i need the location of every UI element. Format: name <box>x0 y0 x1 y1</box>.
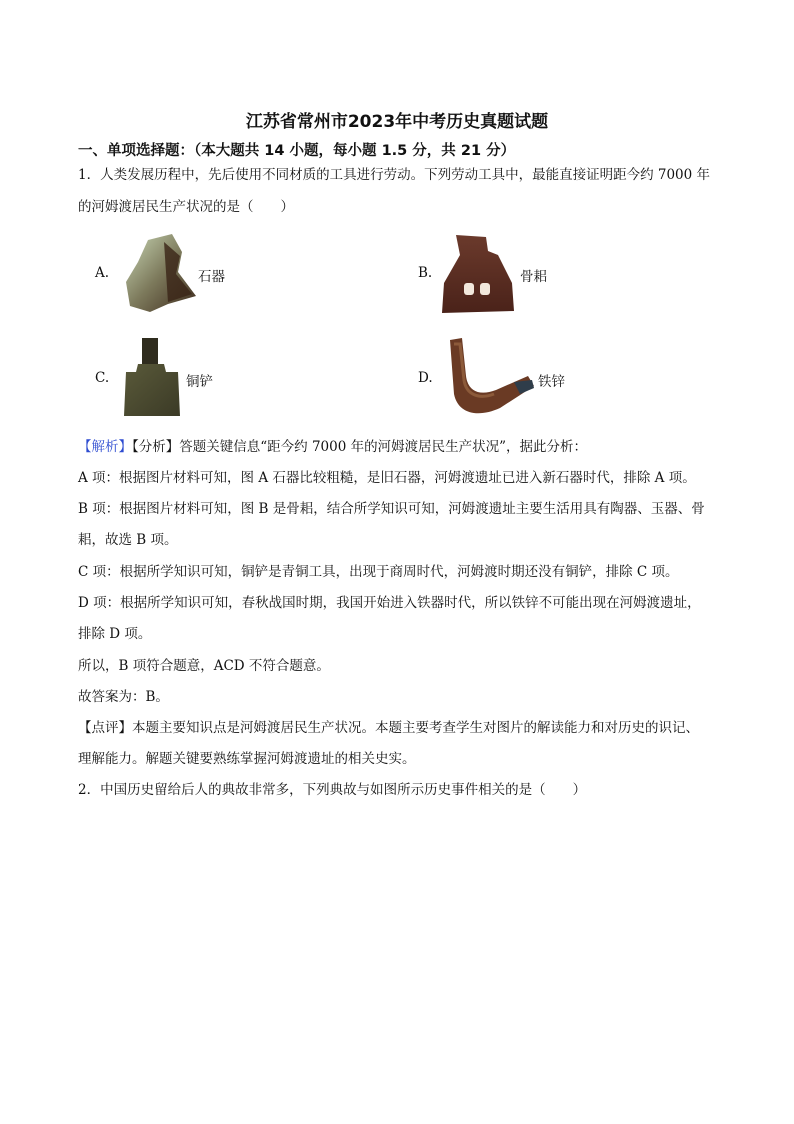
option-b-letter: B. <box>418 265 433 281</box>
question-1-line-2: 的河姆渡居民生产状况的是（ ） <box>78 199 294 215</box>
iron-tool-image <box>444 336 536 418</box>
option-b-caption: 骨耜 <box>520 269 547 285</box>
analysis-c: C 项：根据所学知识可知，铜铲是青铜工具，出现于商周时代，河姆渡时期还没有铜铲，排除 C 项。 <box>78 564 679 580</box>
bone-spade-image <box>438 233 518 315</box>
analysis-tag: 【解析】 <box>78 439 132 455</box>
analysis-d-1: D 项：根据所学知识可知，春秋战国时期，我国开始进入铁器时代，所以铁锌不可能出现在河姆渡遗址， <box>78 595 701 611</box>
section-heading: 一、单项选择题：（本大题共 14 小题，每小题 1.5 分，共 21 分） <box>78 143 516 159</box>
review-line-1: 【点评】本题主要知识点是河姆渡居民生产状况。本题主要考查学生对图片的解读能力和对历史的识记、 <box>78 720 699 736</box>
question-1-line-1: 1．人类发展历程中，先后使用不同材质的工具进行劳动。下列劳动工具中，最能直接证明距今约 7000 年 <box>78 167 711 183</box>
analysis-b-2: 耜，故选 B 项。 <box>78 532 178 548</box>
page-title: 江苏省常州市2023年中考历史真题试题 <box>245 112 549 132</box>
analysis-intro-line <box>78 437 723 457</box>
analysis-a: A 项：根据图片材料可知，图 A 石器比较粗糙，是旧石器，河姆渡遗址已进入新石器时代，排除 A 项。 <box>78 470 696 486</box>
review-line-2: 理解能力。解题关键要熟练掌握河姆渡遗址的相关史实。 <box>78 751 416 767</box>
stone-tool-image <box>120 232 198 314</box>
question-2-line-1: 2．中国历史留给后人的典故非常多，下列典故与如图所示历史事件相关的是（ ） <box>78 782 587 798</box>
analysis-conclusion: 所以，B 项符合题意，ACD 不符合题意。 <box>78 658 330 674</box>
analysis-b-1: B 项：根据图片材料可知，图 B 是骨耜，结合所学知识可知，河姆渡遗址主要生活用具有陶器、玉器、骨 <box>78 501 705 517</box>
option-a-letter: A. <box>95 265 110 281</box>
option-c-caption: 铜铲 <box>186 374 213 390</box>
fenxi-tag: 【分析】 <box>132 439 180 455</box>
option-d-caption: 铁锌 <box>538 374 565 390</box>
analysis-intro: 答题关键信息“距今约 7000 年的河姆渡居民生产状况”，据此分析： <box>179 439 587 455</box>
option-d-letter: D. <box>418 370 433 386</box>
bronze-shovel-image <box>120 336 184 418</box>
analysis-d-2: 排除 D 项。 <box>78 626 152 642</box>
option-c-letter: C. <box>95 370 110 386</box>
analysis-answer: 故答案为：B。 <box>78 689 169 705</box>
option-a-caption: 石器 <box>198 269 225 285</box>
